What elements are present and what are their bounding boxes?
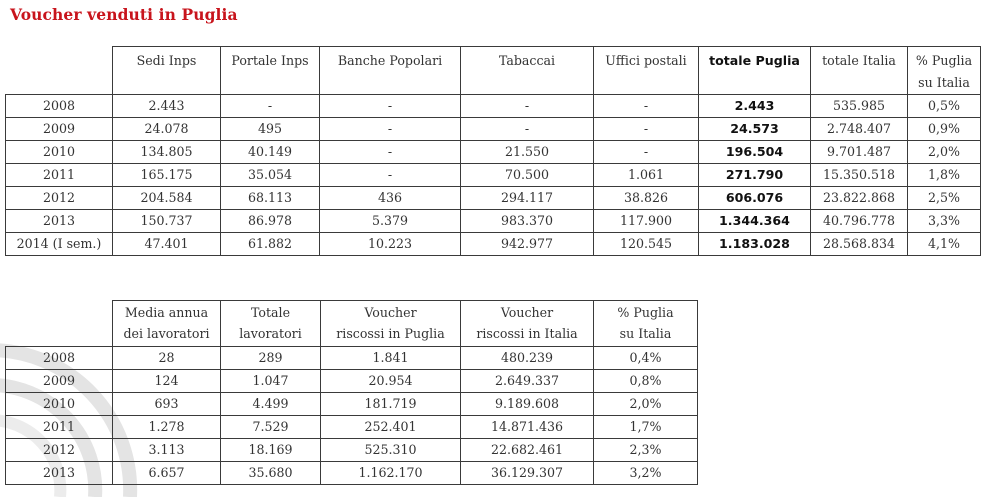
header-line2: riscossi in Italia <box>476 326 578 341</box>
table-row <box>6 393 698 416</box>
header-line2: su Italia <box>619 326 672 341</box>
cell-portale-inps: - <box>221 95 320 118</box>
cell-banche-popolari: 436 <box>320 187 461 210</box>
cell-riscossi-puglia: 525.310 <box>321 439 461 462</box>
cell-tabaccai: - <box>461 118 594 141</box>
cell-riscossi-puglia: 20.954 <box>321 370 461 393</box>
header-sedi-inps: Sedi Inps <box>113 47 221 95</box>
table-row <box>6 370 698 393</box>
header-riscossi-italia <box>461 301 594 347</box>
cell-uffici-postali: - <box>594 141 699 164</box>
cell-tabaccai: 294.117 <box>461 187 594 210</box>
header-totale-lavoratori <box>221 301 321 347</box>
header-line2: riscossi in Puglia <box>336 326 445 341</box>
cell-pct-puglia-su-italia: 2,0% <box>908 141 981 164</box>
cell-sedi-inps: 165.175 <box>113 164 221 187</box>
cell-riscossi-italia: 2.649.337 <box>461 370 594 393</box>
cell-year: 2013 <box>6 210 113 233</box>
cell-year: 2010 <box>6 393 113 416</box>
cell-tabaccai: - <box>461 95 594 118</box>
cell-riscossi-italia: 9.189.608 <box>461 393 594 416</box>
table-row <box>6 347 698 370</box>
cell-riscossi-puglia: 252.401 <box>321 416 461 439</box>
cell-banche-popolari: - <box>320 164 461 187</box>
cell-totale-puglia: 271.790 <box>699 164 811 187</box>
header-line2: dei lavoratori <box>123 326 210 341</box>
cell-uffici-postali: 1.061 <box>594 164 699 187</box>
page-title: Voucher venduti in Puglia <box>10 5 238 24</box>
cell-year: 2008 <box>6 347 113 370</box>
cell-uffici-postali: 120.545 <box>594 233 699 256</box>
header-tabaccai: Tabaccai <box>461 47 594 95</box>
table-row <box>6 462 698 485</box>
table-row <box>6 210 981 233</box>
cell-portale-inps: 40.149 <box>221 141 320 164</box>
table-row <box>6 164 981 187</box>
cell-portale-inps: 35.054 <box>221 164 320 187</box>
cell-totale-puglia: 606.076 <box>699 187 811 210</box>
cell-tabaccai: 70.500 <box>461 164 594 187</box>
cell-riscossi-puglia: 181.719 <box>321 393 461 416</box>
cell-uffici-postali: - <box>594 95 699 118</box>
header-media-annua <box>113 301 221 347</box>
header-corner <box>6 47 113 95</box>
cell-totale-lavoratori: 7.529 <box>221 416 321 439</box>
cell-banche-popolari: - <box>320 141 461 164</box>
cell-totale-italia: 28.568.834 <box>811 233 908 256</box>
cell-pct-puglia-su-italia: 3,2% <box>594 462 698 485</box>
table-row <box>6 118 981 141</box>
header-pct-line1: % Puglia <box>915 53 973 68</box>
cell-sedi-inps: 47.401 <box>113 233 221 256</box>
cell-totale-puglia: 196.504 <box>699 141 811 164</box>
cell-pct-puglia-su-italia: 0,9% <box>908 118 981 141</box>
header-uffici-postali: Uffici postali <box>594 47 699 95</box>
cell-riscossi-italia: 480.239 <box>461 347 594 370</box>
cell-totale-lavoratori: 35.680 <box>221 462 321 485</box>
header-line1: Voucher <box>500 305 554 320</box>
cell-banche-popolari: 5.379 <box>320 210 461 233</box>
cell-year: 2014 (I sem.) <box>6 233 113 256</box>
cell-tabaccai: 21.550 <box>461 141 594 164</box>
cell-totale-italia: 535.985 <box>811 95 908 118</box>
cell-totale-puglia: 24.573 <box>699 118 811 141</box>
cell-pct-puglia-su-italia: 0,4% <box>594 347 698 370</box>
cell-banche-popolari: 10.223 <box>320 233 461 256</box>
header-pct-puglia-su-italia <box>908 47 981 95</box>
header-portale-inps: Portale Inps <box>221 47 320 95</box>
cell-riscossi-italia: 36.129.307 <box>461 462 594 485</box>
cell-sedi-inps: 204.584 <box>113 187 221 210</box>
cell-portale-inps: 86.978 <box>221 210 320 233</box>
cell-year: 2011 <box>6 164 113 187</box>
cell-sedi-inps: 2.443 <box>113 95 221 118</box>
cell-totale-puglia: 1.344.364 <box>699 210 811 233</box>
table-row <box>6 95 981 118</box>
cell-riscossi-puglia: 1.162.170 <box>321 462 461 485</box>
cell-banche-popolari: - <box>320 95 461 118</box>
cell-pct-puglia-su-italia: 2,3% <box>594 439 698 462</box>
cell-uffici-postali: 117.900 <box>594 210 699 233</box>
cell-year: 2010 <box>6 141 113 164</box>
cell-media-annua: 28 <box>113 347 221 370</box>
header-line1: Media annua <box>124 305 209 320</box>
header-line1: % Puglia <box>617 305 674 320</box>
cell-totale-italia: 23.822.868 <box>811 187 908 210</box>
cell-media-annua: 1.278 <box>113 416 221 439</box>
header-pct-puglia-su-italia <box>594 301 698 347</box>
table-row <box>6 439 698 462</box>
cell-year: 2008 <box>6 95 113 118</box>
cell-pct-puglia-su-italia: 0,8% <box>594 370 698 393</box>
cell-portale-inps: 495 <box>221 118 320 141</box>
voucher-sales-table <box>5 46 981 256</box>
cell-pct-puglia-su-italia: 2,5% <box>908 187 981 210</box>
cell-media-annua: 693 <box>113 393 221 416</box>
cell-pct-puglia-su-italia: 0,5% <box>908 95 981 118</box>
cell-riscossi-italia: 14.871.436 <box>461 416 594 439</box>
header-line1: Totale <box>250 305 291 320</box>
cell-media-annua: 124 <box>113 370 221 393</box>
cell-totale-puglia: 2.443 <box>699 95 811 118</box>
header-banche-popolari: Banche Popolari <box>320 47 461 95</box>
cell-pct-puglia-su-italia: 1,7% <box>594 416 698 439</box>
header-line2: lavoratori <box>239 326 302 341</box>
cell-year: 2009 <box>6 118 113 141</box>
voucher-redeemed-table <box>5 300 698 485</box>
cell-media-annua: 3.113 <box>113 439 221 462</box>
cell-tabaccai: 942.977 <box>461 233 594 256</box>
cell-year: 2012 <box>6 187 113 210</box>
cell-portale-inps: 61.882 <box>221 233 320 256</box>
header-totale-italia: totale Italia <box>811 47 908 95</box>
cell-totale-lavoratori: 1.047 <box>221 370 321 393</box>
cell-totale-lavoratori: 289 <box>221 347 321 370</box>
cell-totale-puglia: 1.183.028 <box>699 233 811 256</box>
header-corner <box>6 301 113 347</box>
cell-riscossi-italia: 22.682.461 <box>461 439 594 462</box>
cell-year: 2012 <box>6 439 113 462</box>
header-line1: Voucher <box>364 305 417 320</box>
table-row <box>6 141 981 164</box>
cell-year: 2009 <box>6 370 113 393</box>
cell-sedi-inps: 24.078 <box>113 118 221 141</box>
table-header-row <box>6 301 698 347</box>
cell-totale-italia: 15.350.518 <box>811 164 908 187</box>
cell-totale-italia: 40.796.778 <box>811 210 908 233</box>
cell-sedi-inps: 150.737 <box>113 210 221 233</box>
cell-banche-popolari: - <box>320 118 461 141</box>
cell-uffici-postali: 38.826 <box>594 187 699 210</box>
cell-totale-lavoratori: 18.169 <box>221 439 321 462</box>
cell-portale-inps: 68.113 <box>221 187 320 210</box>
cell-totale-italia: 9.701.487 <box>811 141 908 164</box>
cell-riscossi-puglia: 1.841 <box>321 347 461 370</box>
table-row <box>6 416 698 439</box>
cell-pct-puglia-su-italia: 3,3% <box>908 210 981 233</box>
header-pct-line2: su Italia <box>918 75 970 90</box>
header-totale-puglia: totale Puglia <box>699 47 811 95</box>
cell-media-annua: 6.657 <box>113 462 221 485</box>
cell-year: 2013 <box>6 462 113 485</box>
header-riscossi-puglia <box>321 301 461 347</box>
cell-year: 2011 <box>6 416 113 439</box>
table-header-row <box>6 47 981 95</box>
table-row <box>6 233 981 256</box>
cell-uffici-postali: - <box>594 118 699 141</box>
cell-pct-puglia-su-italia: 4,1% <box>908 233 981 256</box>
cell-tabaccai: 983.370 <box>461 210 594 233</box>
cell-totale-italia: 2.748.407 <box>811 118 908 141</box>
cell-totale-lavoratori: 4.499 <box>221 393 321 416</box>
cell-sedi-inps: 134.805 <box>113 141 221 164</box>
cell-pct-puglia-su-italia: 2,0% <box>594 393 698 416</box>
cell-pct-puglia-su-italia: 1,8% <box>908 164 981 187</box>
table-row <box>6 187 981 210</box>
